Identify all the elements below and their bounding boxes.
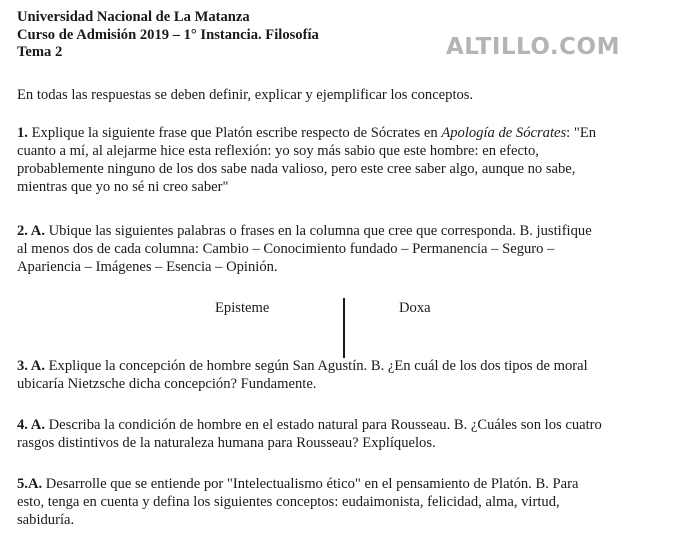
question-text: Explique la siguiente frase que Platón escribe respecto de Sócrates en [31, 125, 438, 141]
question-5-line-2: esto, tenga en cuenta y defina los siguientes conceptos: eudaimonista, felicidad, alma, virtud, [17, 494, 560, 510]
question-1-line-3: probablemente ninguno de los dos sabe nada valioso, pero este cree saber algo, aunque no sabe, [17, 161, 576, 177]
question-3-line-1 [17, 357, 693, 375]
question-4-line-1 [17, 416, 693, 434]
question-number: 2. A. [17, 223, 45, 239]
instructions [17, 86, 693, 104]
question-5-line-1 [17, 475, 693, 493]
question-text: : "En [566, 125, 597, 141]
question-number: 3. A. [17, 358, 45, 374]
question-1-line-1 [17, 124, 693, 142]
question-2-line-1 [17, 222, 693, 240]
question-text: Ubique las siguientes palabras o frases en la columna que cree que corresponda. B. justifique [48, 223, 592, 239]
topic-title: Tema 2 [17, 44, 63, 60]
question-1-line-2: cuanto a mí, al alejarme hice esta reflexión: yo soy más sabio que este hombre: en efecto, [17, 143, 539, 159]
university-name: Universidad Nacional de La Matanza [17, 9, 250, 25]
question-number: 4. A. [17, 417, 45, 433]
classification-table [0, 299, 700, 359]
question-2-line-3: Apariencia – Imágenes – Esencia – Opinión. [17, 259, 278, 275]
column-divider [343, 298, 345, 358]
question-text: Explique la concepción de hombre según San Agustín. B. ¿En cuál de los dos tipos de moral [48, 358, 588, 374]
question-number: 1. [17, 125, 28, 141]
question-2-line-2: al menos dos de cada columna: Cambio – Conocimiento fundado – Permanencia – Seguro – [17, 241, 555, 257]
book-title: Apología de Sócrates [441, 125, 567, 141]
question-5-line-3: sabiduría. [17, 512, 75, 528]
course-title: Curso de Admisión 2019 – 1° Instancia. Filosofía [17, 26, 319, 43]
column-doxa: Doxa [399, 300, 431, 316]
question-5 [17, 475, 693, 529]
question-4 [17, 416, 693, 452]
question-text: Desarrolle que se entiende por "Intelectualismo ético" en el pensamiento de Platón. B. Para [45, 476, 579, 492]
exam-header [17, 9, 319, 62]
question-4-line-2: rasgos distintivos de la naturaleza humana para Rousseau? Explíquelos. [17, 435, 436, 451]
question-3-line-2: ubicaría Nietzsche dicha concepción? Fundamente. [17, 376, 317, 392]
question-text: Describa la condición de hombre en el estado natural para Rousseau. B. ¿Cuáles son los cuatro [48, 417, 602, 433]
watermark-logo: ALTILLO.COM [446, 34, 620, 60]
question-2 [17, 222, 693, 276]
instructions-text: En todas las respuestas se deben definir, explicar y ejemplificar los conceptos. [17, 87, 474, 103]
question-1-line-4: mientras que yo no sé ni creo saber" [17, 179, 229, 195]
question-3 [17, 357, 693, 393]
column-episteme: Episteme [215, 300, 270, 316]
question-1 [17, 124, 693, 196]
question-number: 5.A. [17, 476, 43, 492]
